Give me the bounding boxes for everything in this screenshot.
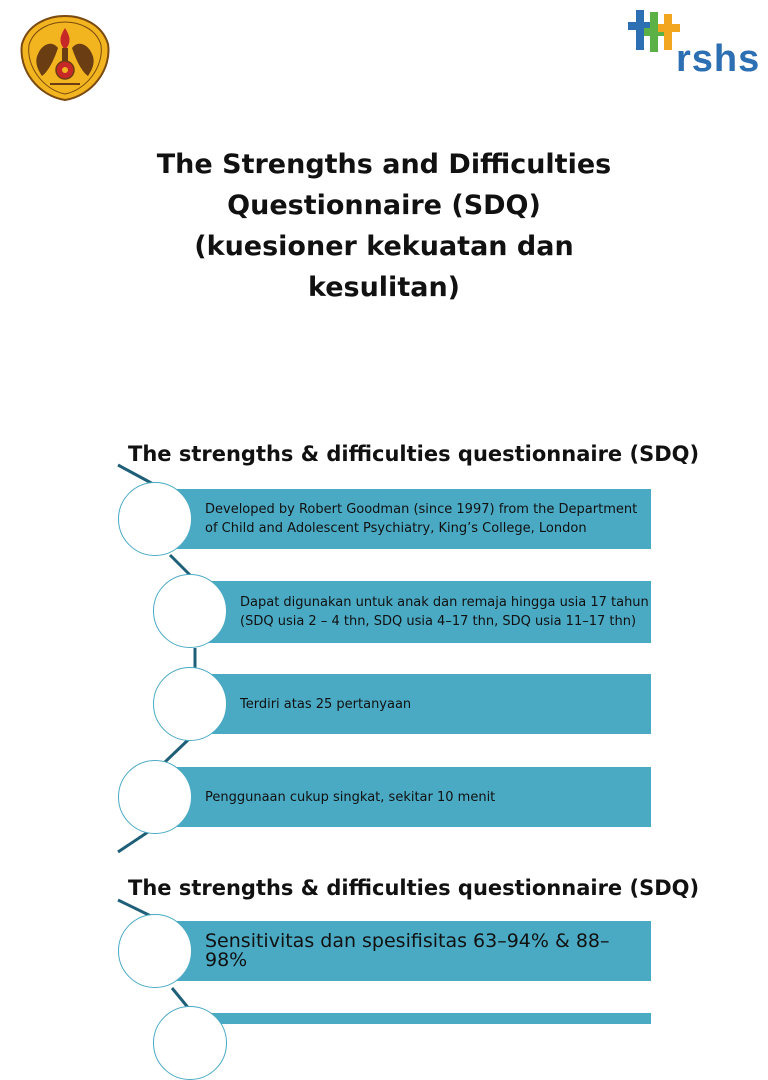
timeline-circle	[118, 914, 192, 988]
list-item-text: Sensitivitas dan spesifisitas 63–94% & 88–98%	[205, 930, 610, 971]
list-item-text: Terdiri atas 25 pertanyaan	[240, 696, 412, 712]
timeline-circle	[118, 482, 192, 556]
title-line: The Strengths and Difficulties	[156, 149, 612, 180]
section-heading: The strengths & difficulties questionnaire (SDQ)	[128, 442, 700, 466]
list-item	[155, 489, 651, 549]
timeline-circle	[118, 760, 192, 834]
list-item-text: Developed by Robert Goodman (since 1997) from the Department	[205, 502, 638, 517]
section-heading: The strengths & difficulties questionnaire (SDQ)	[128, 876, 700, 900]
title-line: (kuesioner kekuatan dan	[194, 231, 574, 262]
list-item	[190, 1013, 651, 1024]
list-item	[190, 674, 651, 734]
list-item-text: of Child and Adolescent Psychiatry, King’s College, London	[205, 521, 587, 536]
list-item	[190, 581, 651, 643]
title-line: kesulitan)	[307, 272, 461, 303]
timeline-circle	[153, 667, 227, 741]
rshs-brand-text: rshs	[676, 38, 761, 80]
timeline-circle	[153, 574, 227, 648]
list-item-text: Penggunaan cukup singkat, sekitar 10 menit	[205, 789, 496, 805]
timeline-circle	[153, 1006, 227, 1080]
list-item-text: Dapat digunakan untuk anak dan remaja hingga usia 17 tahun	[240, 595, 649, 610]
list-item-text: (SDQ usia 2 – 4 thn, SDQ usia 4–17 thn, SDQ usia 11–17 thn)	[240, 614, 637, 629]
list-item	[155, 767, 651, 827]
title-line: Questionnaire (SDQ)	[227, 190, 541, 221]
list-item	[155, 921, 651, 981]
